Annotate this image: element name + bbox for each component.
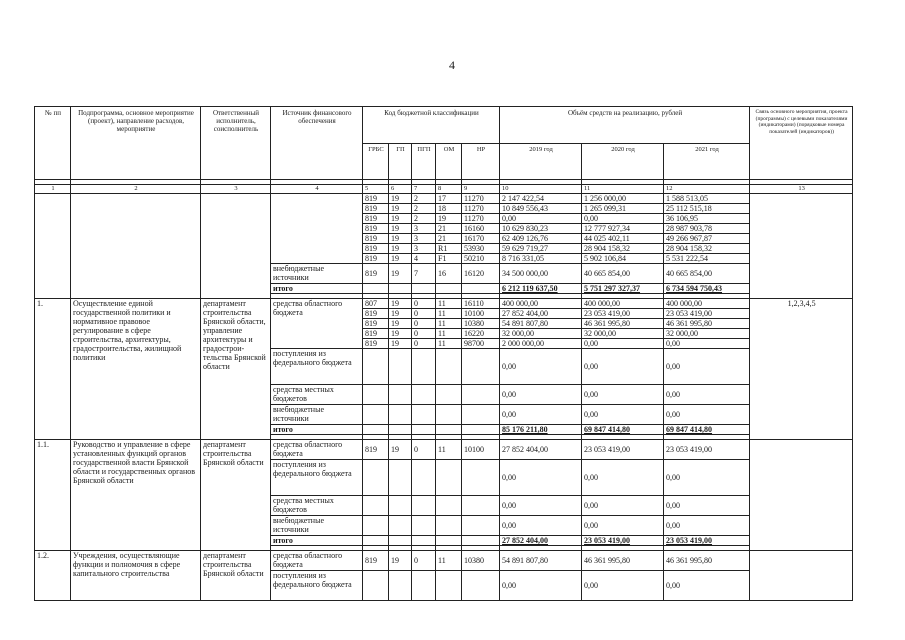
cell-nr: 10100 [462,440,500,460]
cell-om: F1 [436,254,462,264]
page-number: 4 [449,58,455,72]
cell-2021: 25 112 515,18 [664,204,750,214]
cell-nr: 16170 [462,234,500,244]
cell-grbs: 819 [363,244,389,254]
header-2020: 2020 год [582,144,664,180]
cell-2020: 1 256 000,00 [582,194,664,204]
cell-2021: 23 053 419,00 [664,440,750,460]
cell-2020: 0,00 [582,214,664,224]
cell-2019: 0,00 [500,571,582,601]
cell-pgp: 2 [412,214,436,224]
cell-2019: 54 891 807,80 [500,319,582,329]
cell-gp: 19 [389,234,412,244]
cell-om: 18 [436,204,462,214]
cell-2019: 10 629 830,23 [500,224,582,234]
table-row [35,194,853,204]
section-name: Руководство и управление в сфере установленных функций органов государственной власти Брянской области и государственных органов Брянской области [71,440,201,551]
cell-pgp: 7 [412,264,436,284]
cell-nr: 16220 [462,329,500,339]
cell-grbs: 819 [363,551,389,571]
colnum: 3 [201,185,271,194]
cell-gp: 19 [389,214,412,224]
cell-nr: 16110 [462,299,500,309]
cell-2019: 32 000,00 [500,329,582,339]
header-2019: 2019 год [500,144,582,180]
total-2019: 6 212 119 637,50 [500,284,582,294]
cell-pgp: 0 [412,319,436,329]
cell-2020: 0,00 [582,339,664,349]
total-2021: 6 734 594 750,43 [664,284,750,294]
cell-2021: 0,00 [664,385,750,405]
source-local: средства местных бюджетов [271,385,363,405]
cell-2020: 46 361 995,80 [582,319,664,329]
source-extrabudget: внебюджетные источники [271,405,363,425]
header-gp: ГП [389,144,412,180]
total-2021: 69 847 414,80 [664,425,750,435]
cell-2020: 0,00 [582,460,664,496]
cell-grbs: 819 [363,214,389,224]
colnum: 5 [363,185,389,194]
section-number: 1. [35,299,71,440]
header-kbk: Код бюджетной классификации [363,107,500,144]
section-number: 1.2. [35,551,71,601]
cell-2019: 2 147 422,54 [500,194,582,204]
colnum: 6 [389,185,412,194]
cell-grbs: 819 [363,224,389,234]
source-federal: поступления из федерального бюджета [271,571,363,601]
cell-om: 21 [436,234,462,244]
cell-2020: 32 000,00 [582,329,664,339]
cell-2020: 12 777 927,34 [582,224,664,234]
cell-2021: 5 531 222,54 [664,254,750,264]
total-label: итого [271,425,363,435]
cell-gp: 19 [389,224,412,234]
cell-gp: 19 [389,204,412,214]
cell-2021: 23 053 419,00 [664,309,750,319]
cell-grbs: 819 [363,234,389,244]
source-regional: средства областного бюджета [271,299,363,349]
cell-grbs: 819 [363,440,389,460]
cell-2019: 0,00 [500,214,582,224]
cell-2019: 27 852 404,00 [500,440,582,460]
cell-2019: 0,00 [500,349,582,385]
header-om: ОМ [436,144,462,180]
colnum: 10 [500,185,582,194]
cell-2021: 46 361 995,80 [664,551,750,571]
cell-om: 21 [436,224,462,234]
section-executor: департамент строительства Брянской области [201,551,271,601]
cell-om: 16 [436,264,462,284]
cell-pgp: 0 [412,440,436,460]
cell-2020: 23 053 419,00 [582,309,664,319]
cell-2019: 27 852 404,00 [500,309,582,319]
cell-pgp: 3 [412,244,436,254]
header-executor: Ответственный исполнитель, соисполнитель [201,107,271,180]
total-2020: 23 053 419,00 [582,536,664,546]
table-row [35,440,853,460]
colnum: 9 [462,185,500,194]
cell-2019: 0,00 [500,460,582,496]
cell-nr: 50210 [462,254,500,264]
cell-gp: 19 [389,244,412,254]
cell-pgp: 0 [412,339,436,349]
cell-2020: 44 025 402,11 [582,234,664,244]
cell-2020: 0,00 [582,385,664,405]
cell-grbs: 819 [363,339,389,349]
cell-nr: 53930 [462,244,500,254]
header-pgp: ПГП [412,144,436,180]
section-executor: департамент строительства Брянской области, управление архитектуры и градострои-тельства Брянской области [201,299,271,440]
total-2020: 5 751 297 327,37 [582,284,664,294]
cell-nr: 11270 [462,194,500,204]
cell-om: 11 [436,551,462,571]
source-regional: средства областного бюджета [271,551,363,571]
colnum: 12 [664,185,750,194]
cell-2019: 0,00 [500,385,582,405]
cell-2020: 0,00 [582,405,664,425]
cell-pgp: 0 [412,551,436,571]
cell-gp: 19 [389,309,412,319]
total-2020: 69 847 414,80 [582,425,664,435]
source-regional: средства областного бюджета [271,440,363,460]
section-name: Учреждения, осуществляющие функции и полномочия в сфере капитального строительства [71,551,201,601]
cell-om: 11 [436,309,462,319]
colnum: 11 [582,185,664,194]
colnum: 2 [71,185,201,194]
cell-2019: 2 000 000,00 [500,339,582,349]
cell-om: 11 [436,319,462,329]
cell-gp: 19 [389,299,412,309]
total-2019: 85 176 211,80 [500,425,582,435]
cell-2019: 8 716 331,05 [500,254,582,264]
colnum: 13 [750,185,853,194]
cell-2020: 28 904 158,32 [582,244,664,254]
cell-nr: 11270 [462,204,500,214]
cell-2021: 400 000,00 [664,299,750,309]
source-extrabudget: внебюджетные источники [271,516,363,536]
cell-pgp: 3 [412,224,436,234]
cell-2021: 36 106,95 [664,214,750,224]
cell-2021: 0,00 [664,349,750,385]
cell-om: 11 [436,329,462,339]
cell-2020: 0,00 [582,516,664,536]
cell-om: 11 [436,299,462,309]
cell-om: R1 [436,244,462,254]
cell-nr: 98700 [462,339,500,349]
cell-2019: 10 849 556,43 [500,204,582,214]
cell-2021: 32 000,00 [664,329,750,339]
cell-2021: 46 361 995,80 [664,319,750,329]
section-name: Осуществление единой государственной политики и нормативное правовое регулирование в сфере строительства, архитектуры, градостроительства, жилищной политики [71,299,201,440]
header-nr: НР [462,144,500,180]
cell-2021: 40 665 854,00 [664,264,750,284]
cell-gp: 19 [389,339,412,349]
source-federal: поступления из федерального бюджета [271,349,363,385]
cell-2019: 54 891 807,80 [500,551,582,571]
cell-grbs: 819 [363,194,389,204]
cell-grbs: 819 [363,309,389,319]
cell-2019: 400 000,00 [500,299,582,309]
cell-pgp: 3 [412,234,436,244]
cell-2019: 0,00 [500,516,582,536]
cell-om: 17 [436,194,462,204]
table-row [35,299,853,309]
cell-grbs: 819 [363,319,389,329]
cell-nr: 10380 [462,319,500,329]
colnum: 7 [412,185,436,194]
colnum: 8 [436,185,462,194]
header-row [35,107,853,144]
cell-gp: 19 [389,194,412,204]
total-2021: 23 053 419,00 [664,536,750,546]
cell-nr: 16120 [462,264,500,284]
cell-grbs: 807 [363,299,389,309]
cell-om: 11 [436,440,462,460]
total-label: итого [271,536,363,546]
cell-pgp: 4 [412,254,436,264]
cell-2019: 62 409 126,76 [500,234,582,244]
colnum: 1 [35,185,71,194]
cell-2020: 5 902 106,84 [582,254,664,264]
header-num: № пп [35,107,71,180]
cell-gp: 19 [389,329,412,339]
cell-2021: 1 588 513,05 [664,194,750,204]
cell-nr: 10380 [462,551,500,571]
cell-nr: 10100 [462,309,500,319]
table-row [35,551,853,571]
cell-pgp: 2 [412,204,436,214]
cell-2021: 0,00 [664,460,750,496]
cell-om: 11 [436,339,462,349]
header-indicators: Связь основного мероприятия, проекта (программы) с целевыми показателями (индикаторами) (порядковые номера показателей (индикаторов)) [750,107,853,180]
cell-gp: 19 [389,551,412,571]
cell-2021: 0,00 [664,405,750,425]
cell-nr: 11270 [462,214,500,224]
cell-grbs: 819 [363,264,389,284]
cell-2020: 40 665 854,00 [582,264,664,284]
cell-2021: 0,00 [664,339,750,349]
cell-gp: 19 [389,264,412,284]
cell-2020: 400 000,00 [582,299,664,309]
cell-2021: 28 904 158,32 [664,244,750,254]
source-federal: поступления из федерального бюджета [271,460,363,496]
header-source: Источник финансового обеспечения [271,107,363,180]
cell-2019: 34 500 000,00 [500,264,582,284]
cell-gp: 19 [389,440,412,460]
cell-pgp: 0 [412,329,436,339]
cell-2019: 0,00 [500,405,582,425]
source-local: средства местных бюджетов [271,496,363,516]
cell-2020: 46 361 995,80 [582,551,664,571]
cell-pgp: 0 [412,299,436,309]
cell-2020: 1 265 099,31 [582,204,664,214]
cell-2021: 0,00 [664,571,750,601]
cell-pgp: 0 [412,309,436,319]
header-2021: 2021 год [664,144,750,180]
source-extrabudget: внебюджетные источники [271,264,363,284]
indicator-link: 1,2,3,4,5 [750,299,853,440]
header-program: Подпрограмма, основное мероприятие (проект), направление расходов, мероприятие [71,107,201,180]
cell-2020: 0,00 [582,349,664,385]
cell-2019: 59 629 719,27 [500,244,582,254]
section-number: 1.1. [35,440,71,551]
total-2019: 27 852 404,00 [500,536,582,546]
cell-grbs: 819 [363,204,389,214]
cell-om: 19 [436,214,462,224]
cell-2021: 28 987 903,78 [664,224,750,234]
cell-2020: 23 053 419,00 [582,440,664,460]
total-label: итого [271,284,363,294]
cell-pgp: 2 [412,194,436,204]
section-executor: департамент строительства Брянской области [201,440,271,551]
cell-gp: 19 [389,319,412,329]
cell-grbs: 819 [363,254,389,264]
cell-2020: 0,00 [582,496,664,516]
cell-gp: 19 [389,254,412,264]
cell-2021: 0,00 [664,496,750,516]
cell-nr: 16160 [462,224,500,234]
header-grbs: ГРБС [363,144,389,180]
cell-2021: 0,00 [664,516,750,536]
cell-2019: 0,00 [500,496,582,516]
cell-2021: 49 266 967,87 [664,234,750,244]
column-number-row [35,185,853,194]
cell-2020: 0,00 [582,571,664,601]
cell-grbs: 819 [363,329,389,339]
colnum: 4 [271,185,363,194]
budget-table [34,106,853,601]
header-volume: Объём средств на реализацию, рублей [500,107,750,144]
